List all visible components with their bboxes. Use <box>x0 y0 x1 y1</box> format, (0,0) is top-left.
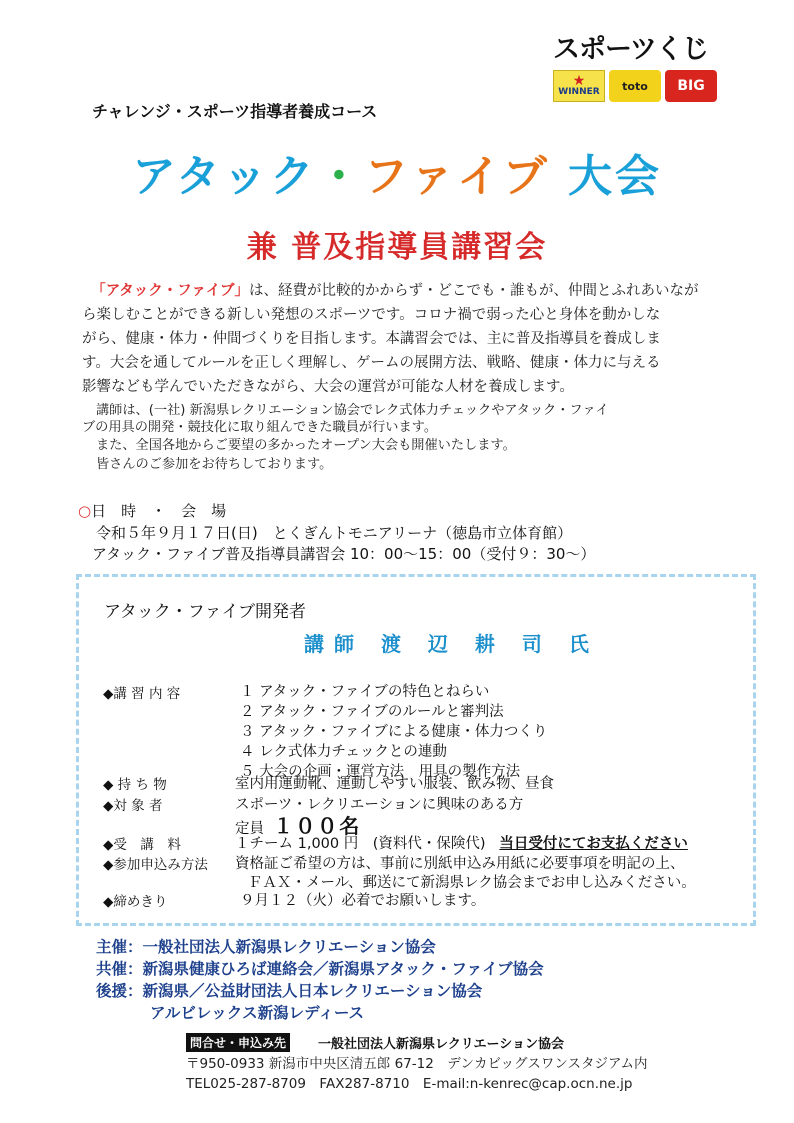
inquiry-org: 一般社団法人新潟県レクリエーション協会 <box>318 1037 564 1052</box>
intro-para3: また、全国各地からご要望の多かったオープン大会も開催いたします。 <box>96 438 516 453</box>
page-title <box>0 140 794 204</box>
intro-para2-line-1: 講師は、(一社) 新潟県レクリエーション協会でレク式体力チェックやアタック・ファイ <box>96 403 609 418</box>
intro-line-5: 影響なども学んでいただきながら、大会の運営が可能な人材を養成します。 <box>82 379 574 395</box>
items-label: ◆ 持 ち 物 <box>103 777 167 793</box>
capacity-prefix: 定員 <box>235 821 264 837</box>
schedule-heading <box>78 500 226 521</box>
host-line: 主催：一般社団法人新潟県レクリエーション協会 <box>96 938 436 956</box>
big-badge: BIG <box>665 70 717 102</box>
content-item-5: ５ 大会の企画・運営方法 用具の製作方法 <box>240 764 521 780</box>
fee-label: ◆受 講 料 <box>103 837 181 853</box>
deadline-label: ◆締めきり <box>103 894 168 910</box>
winner-label: WINNER <box>558 87 600 97</box>
circle-icon: ○ <box>78 502 92 520</box>
contact-phones: TEL025-287-8709 FAX287-8710 E-mail:n-kenrec@cap.ocn.ne.jp <box>186 1076 633 1092</box>
content-item-2: ２ アタック・ファイブのルールと審判法 <box>240 704 504 720</box>
fee-value: １チーム 1,000 円 (資料代・保険代) <box>235 836 486 852</box>
support-line-1: 後援：新潟県／公益財団法人日本レクリエーション協会 <box>96 982 483 1000</box>
intro-para4: 皆さんのご参加をお待ちしております。 <box>96 457 333 472</box>
deadline-value: ９月１２（火）必着でお願いします。 <box>240 893 486 909</box>
target-value: スポーツ・レクリエーションに興味のある方 <box>235 797 524 813</box>
page-subtitle: 兼 普及指導員講習会 <box>246 230 548 265</box>
intro-line-1 <box>82 279 732 303</box>
logo-wordmark: スポーツくじ <box>553 34 708 65</box>
title-part-attack: アタック <box>131 151 317 202</box>
session-time: アタック・ファイブ普及指導員講習会 10：00〜15：00（受付９：30〜） <box>92 545 596 563</box>
apply-line-2: ＦＡＸ・メール、郵送にて新潟県レク協会までお申し込みください。 <box>248 875 696 891</box>
content-label: ◆講 習 内 容 <box>103 686 181 702</box>
fee-row <box>235 832 688 853</box>
title-dot: ・ <box>316 151 364 202</box>
intro-line-2: ら楽しむことができる新しい発想のスポーツです。コロナ禍で弱った心と身体を動かしな <box>82 307 661 323</box>
inquiry-label: 問合せ・申込み先 <box>186 1033 290 1052</box>
intro-line-1-text: は、経費が比較的かからず・どこでも・誰もが、仲間とふれあいなが <box>248 283 699 299</box>
content-item-1: １ アタック・ファイブの特色とねらい <box>240 684 490 700</box>
title-part-five: ファイブ <box>363 151 550 202</box>
title-part-tournament: 大会 <box>568 151 663 202</box>
winner-badge <box>553 70 605 102</box>
sports-kuji-logo <box>553 34 718 104</box>
contact-address: 〒950-0933 新潟市中央区清五郎 67-12 デンカビッグスワンスタジアム内 <box>186 1056 648 1072</box>
apply-line-1: 資格証ご希望の方は、事前に別紙申込み用紙に必要事項を明記の上、 <box>235 856 685 872</box>
support-line-2: アルビレックス新潟レディース <box>150 1004 365 1022</box>
toto-badge: toto <box>609 70 661 102</box>
intro-highlight: 「アタック・ファイブ」 <box>91 283 249 299</box>
cohost-line: 共催：新潟県健康ひろば連絡会／新潟県アタック・ファイブ協会 <box>96 960 544 978</box>
course-title: チャレンジ・スポーツ指導者養成コース <box>92 102 378 121</box>
fee-note: 当日受付にてお支払ください <box>499 836 688 852</box>
target-label: ◆対 象 者 <box>103 798 163 814</box>
intro-line-3: がら、健康・体力・仲間づくりを目指します。本講習会では、主に普及指導員を養成しま <box>82 331 661 347</box>
content-item-3: ３ アタック・ファイブによる健康・体力つくり <box>240 724 548 740</box>
date-venue: 令和５年９月１７日(日) とくぎんトモニアリーナ（徳島市立体育館） <box>96 524 573 542</box>
content-item-4: ４ レク式体力チェックとの連動 <box>240 744 447 760</box>
developer-label: アタック・ファイブ開発者 <box>104 602 306 622</box>
schedule-heading-text: 日 時 ・ 会 場 <box>91 502 227 520</box>
capacity-value: １００名 <box>273 814 362 838</box>
items-value: 室内用運動靴、運動しやすい服装、飲み物、昼食 <box>235 776 554 792</box>
apply-label: ◆参加申込み方法 <box>103 857 208 873</box>
star-icon: ★ <box>572 73 586 89</box>
intro-line-4: す。大会を通してルールを正しく理解し、ゲームの展開方法、戦略、健康・体力に与える <box>82 355 661 371</box>
lecturer-name: 講師 渡 辺 耕 司 氏 <box>304 632 599 656</box>
intro-para2-line-2: ブの用具の開発・競技化に取り組んできた職員が行います。 <box>82 420 438 435</box>
